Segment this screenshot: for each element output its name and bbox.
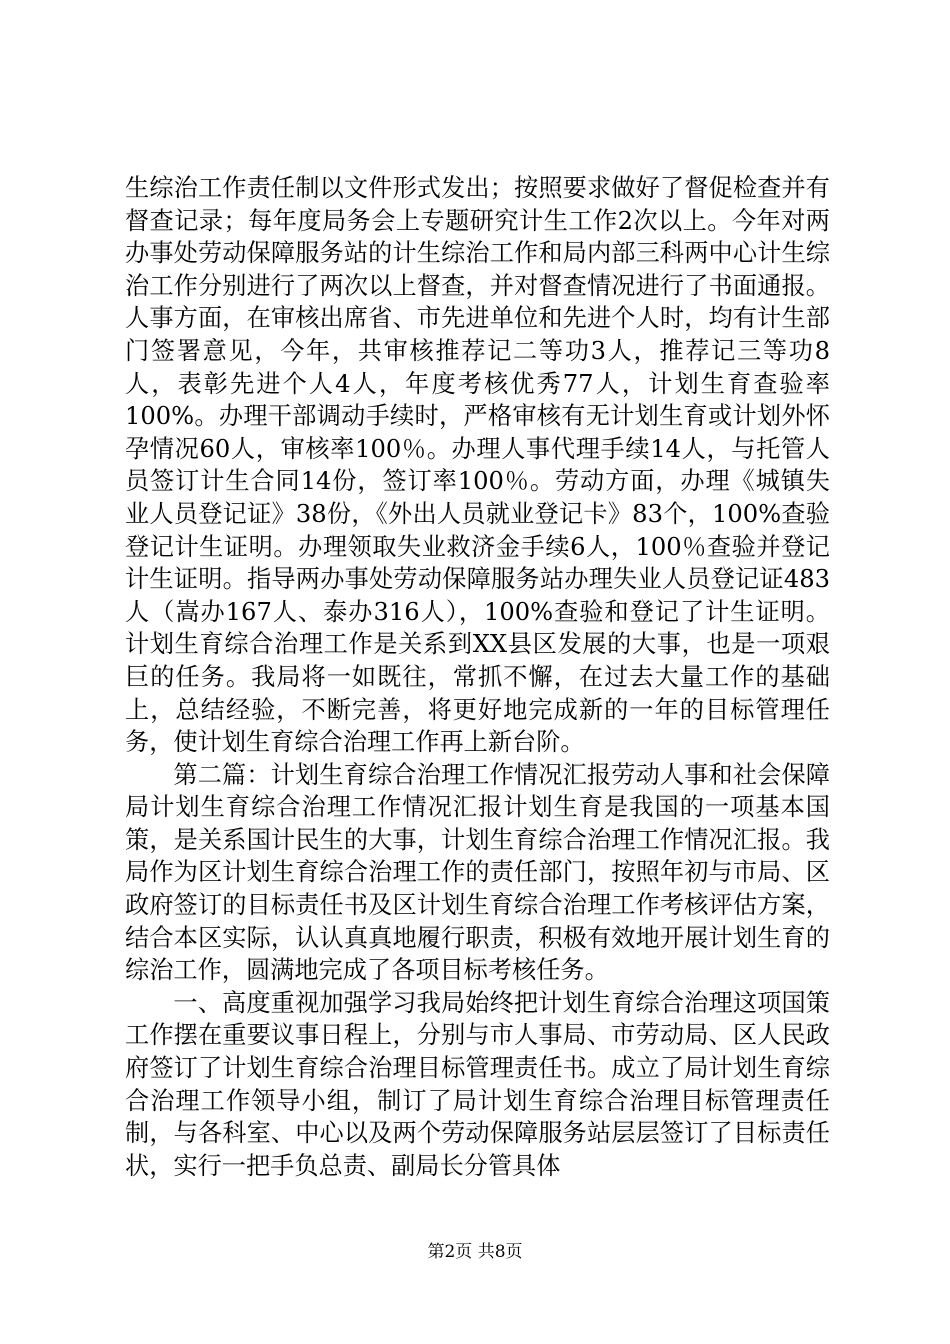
paragraph-section-two: 第二篇：计划生育综合治理工作情况汇报劳动人事和社会保障局计划生育综合治理工作情况汇报计划生育是我国的一项基本国策，是关系国计民生的大事，计划生育综合治理工作情况汇报。我局作为区计划生育综合治理工作的责任部门，按照年初与市局、区政府签订的目标责任书及区计划生育综合治理工作考核评估方案，结合本区实际，认认真真地履行职责，积极有效地开展计划生育的综治工作，圆满地完成了各项目标考核任务。 — [125, 760, 830, 985]
paragraph-continuation: 生综治工作责任制以文件形式发出；按照要求做好了督促检查并有督查记录；每年度局务会上专题研究计生工作2次以上。今年对两办事处劳动保障服务站的计生综治工作和局内部三科两中心计生综治工作分别进行了两次以上督查，并对督查情况进行了书面通报。人事方面，在审核出席省、市先进单位和先进个人时，均有计生部门签署意见，今年，共审核推荐记二等功3人，推荐记三等功8人，表彰先进个人4人，年度考核优秀77人，计划生育查验率100%。办理干部调动手续时，严格审核有无计划生育或计划外怀孕情况60人，审核率100％。办理人事代理手续14人，与托管人员签订计生合同14份，签订率100％。劳动方面，办理《城镇失业人员登记证》38份，《外出人员就业登记卡》83个，100%查验登记计生证明。办理领取失业救济金手续6人，100％查验并登记计生证明。指导两办事处劳动保障服务站办理失业人员登记证483人（嵩办167人、泰办316人），100%查验和登记了计生证明。计划生育综合治理工作是关系到XX县区发展的大事，也是一项艰巨的任务。我局将一如既往，常抓不懈，在过去大量工作的基础上，总结经验，不断完善，将更好地完成新的一年的目标管理任务，使计划生育综合治理工作再上新台阶。 — [125, 174, 830, 757]
paragraph-point-one: 一、高度重视加强学习我局始终把计划生育综合治理这项国策工作摆在重要议事日程上，分别与市人事局、市劳动局、区人民政府签订了计划生育综合治理目标管理责任书。成立了局计划生育综合治理工作领导小组，制订了局计划生育综合治理目标管理责任制，与各科室、中心以及两个劳动保障服务站层层签订了目标责任状，实行一把手负总责、副局长分管具体 — [125, 988, 830, 1180]
page-number-footer: 第2页 共8页 — [427, 1242, 523, 1262]
document-body — [125, 172, 830, 1182]
